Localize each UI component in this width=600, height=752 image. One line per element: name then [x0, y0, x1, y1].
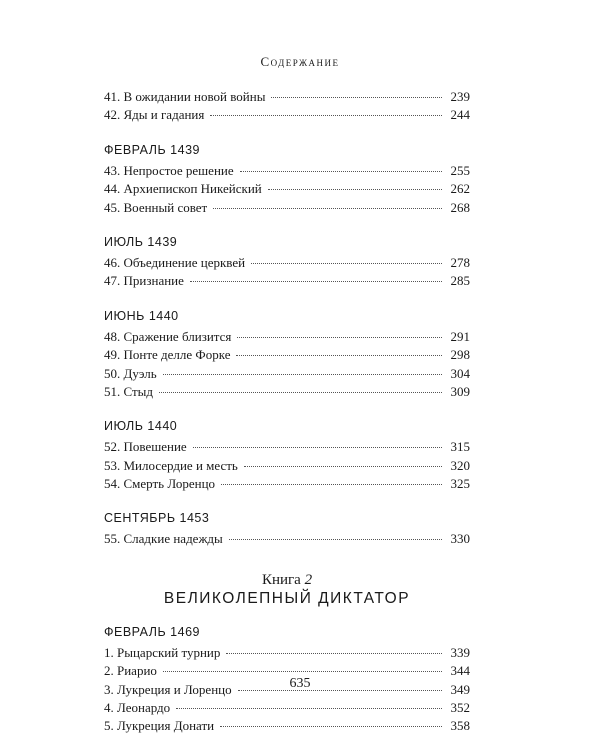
entry-title: 53. Милосердие и месть: [104, 457, 238, 473]
entry-title: 43. Непростое решение: [104, 162, 234, 178]
toc-entry: [104, 365, 470, 383]
toc-entry: [104, 530, 470, 548]
running-head: Содержание: [260, 54, 340, 69]
toc-section: [104, 88, 470, 125]
section-title: ИЮЛЬ 1439: [104, 234, 178, 249]
entry-title: 4. Леонардо: [104, 700, 171, 716]
entry-page-number: 358: [450, 718, 470, 734]
page-number: 635: [289, 676, 311, 691]
entry-title: 46. Объединение церквей: [104, 254, 246, 270]
book-title: ВЕЛИКОЛЕПНЫЙ ДИКТАТОР: [163, 589, 411, 607]
entry-title: 55. Сладкие надежды: [104, 531, 223, 547]
toc-entry: [104, 457, 470, 475]
dot-leader: [190, 281, 442, 282]
toc-entry: [104, 162, 470, 180]
section-title: СЕНТЯБРЬ 1453: [104, 511, 210, 526]
dot-leader: [226, 653, 442, 654]
entry-title: 52. Повешение: [104, 439, 187, 455]
entry-title: 44. Архиепископ Никейский: [104, 181, 262, 197]
entry-page-number: 315: [450, 439, 470, 455]
dot-leader: [236, 355, 442, 356]
toc-entry: [104, 346, 470, 364]
dot-leader: [268, 189, 442, 190]
entry-title: 51. Стыд: [104, 383, 154, 399]
dot-leader: [176, 708, 442, 709]
toc-part-1: [104, 88, 470, 549]
dot-leader: [159, 392, 442, 393]
toc-entry: [104, 254, 470, 272]
entry-title: 5. Лукреция Донати: [104, 718, 215, 734]
entry-title: 49. Понте делле Форке: [104, 347, 231, 363]
dot-leader: [210, 115, 442, 116]
entry-page-number: 339: [450, 644, 470, 660]
entry-page-number: 285: [450, 273, 470, 289]
toc-section: [104, 509, 470, 548]
entry-page-number: 344: [450, 663, 470, 679]
entry-page-number: 320: [450, 457, 470, 473]
dot-leader: [229, 539, 442, 540]
entry-title: 50. Дуэль: [104, 365, 157, 381]
entry-page-number: 309: [450, 383, 470, 399]
section-title: ИЮЛЬ 1440: [104, 419, 178, 434]
toc-entry: [104, 106, 470, 124]
toc-entry: [104, 475, 470, 493]
dot-leader: [193, 447, 442, 448]
book-label: [104, 571, 470, 589]
entry-page-number: 262: [450, 181, 470, 197]
dot-leader: [237, 337, 442, 338]
dot-leader: [163, 374, 442, 375]
section-title: ФЕВРАЛЬ 1469: [104, 624, 200, 639]
entry-page-number: 325: [450, 476, 470, 492]
entry-page-number: 298: [450, 347, 470, 363]
section-title: ФЕВРАЛЬ 1439: [104, 142, 200, 157]
toc-entry: [104, 699, 470, 717]
entry-title: 54. Смерть Лоренцо: [104, 476, 216, 492]
entry-title: 47. Признание: [104, 273, 184, 289]
toc-section: [104, 233, 470, 291]
toc-section: [104, 417, 470, 493]
toc-entry: [104, 199, 470, 217]
entry-title: 42. Яды и гадания: [104, 107, 205, 123]
entry-page-number: 330: [450, 531, 470, 547]
toc-section: [104, 307, 470, 402]
entry-page-number: 244: [450, 107, 470, 123]
book-label-word: Книга: [261, 571, 301, 588]
toc-entry: [104, 88, 470, 106]
dot-leader: [251, 263, 442, 264]
toc-entry: [104, 717, 470, 735]
entry-title: 2. Риарио: [104, 663, 157, 679]
entry-page-number: 278: [450, 254, 470, 270]
entry-title: 41. В ожидании новой войны: [104, 89, 266, 104]
dot-leader: [240, 171, 442, 172]
entry-page-number: 239: [450, 89, 470, 104]
toc-section: [104, 141, 470, 217]
toc-entry: [104, 272, 470, 290]
entry-title: 1. Рыцарский турнир: [104, 644, 221, 660]
entry-page-number: 352: [450, 700, 470, 716]
dot-leader: [163, 671, 442, 672]
toc-entry: [104, 328, 470, 346]
dot-leader: [244, 466, 442, 467]
toc-entry: [104, 180, 470, 198]
table-of-contents: [104, 88, 470, 752]
toc-entry: [104, 644, 470, 662]
toc-entry: [104, 438, 470, 456]
entry-page-number: 304: [450, 365, 470, 381]
entry-page-number: 268: [450, 199, 470, 215]
entry-title: 3. Лукреция и Лоренцо: [104, 681, 232, 697]
entry-title: 48. Сражение близится: [104, 328, 232, 344]
toc-entry: [104, 383, 470, 401]
dot-leader: [221, 484, 442, 485]
entry-page-number: 291: [450, 328, 470, 344]
dot-leader: [213, 208, 442, 209]
section-title: ИЮНЬ 1440: [104, 308, 179, 323]
dot-leader: [271, 97, 442, 98]
entry-page-number: 255: [450, 162, 470, 178]
book-label-number: 2: [304, 571, 313, 588]
book-heading: [104, 571, 470, 609]
entry-page-number: 349: [450, 681, 470, 697]
dot-leader: [220, 726, 442, 727]
entry-title: 45. Военный совет: [104, 199, 208, 215]
